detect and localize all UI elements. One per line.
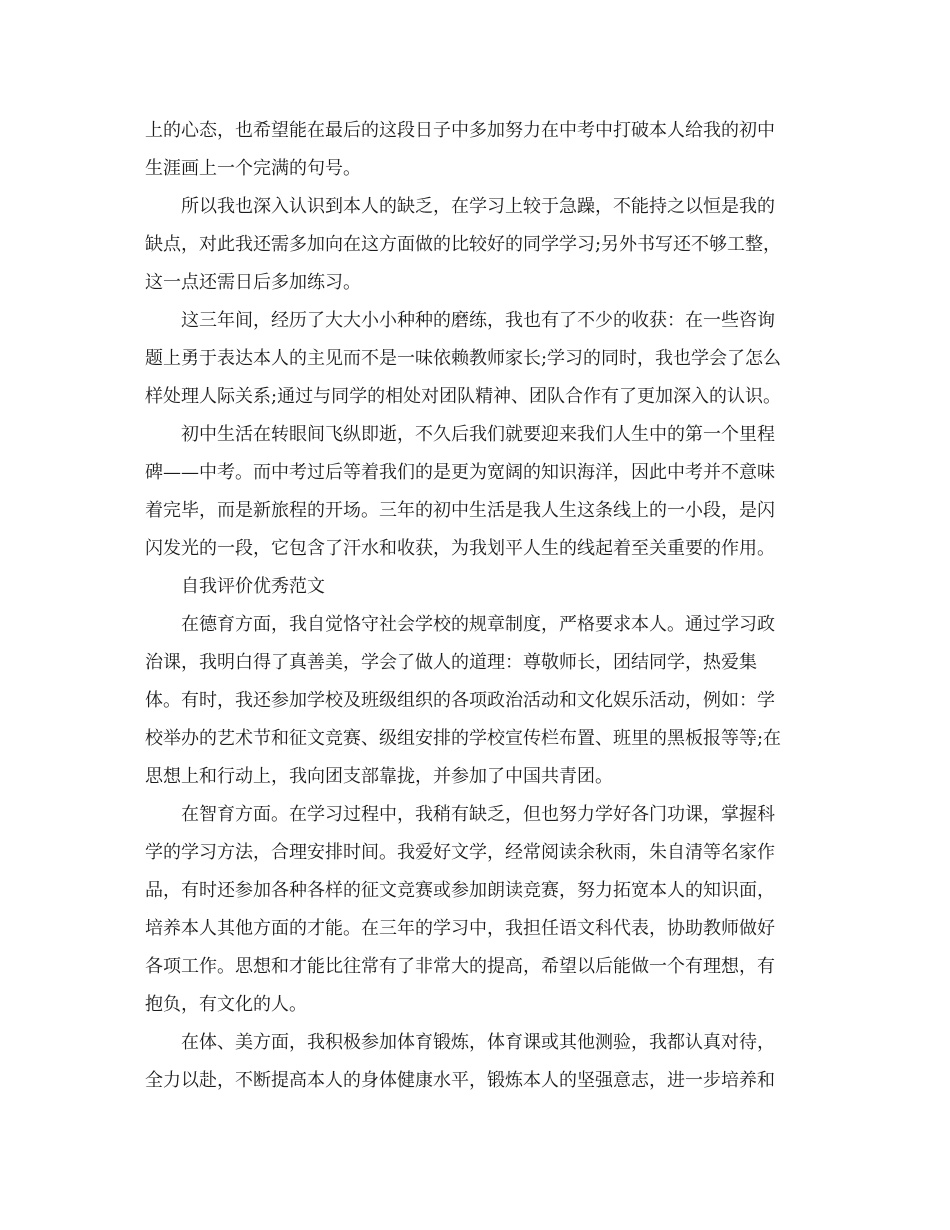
- text-line: 抱负，有文化的人。: [145, 994, 307, 1015]
- paragraph-7: [145, 796, 810, 1024]
- text-line: 在智育方面。在学习过程中，我稍有缺乏，但也努力学好各门功课，掌握科: [181, 804, 775, 825]
- paragraph-6: [145, 606, 810, 796]
- document-body: [145, 112, 810, 1100]
- text-line: 全力以赴，不断提高本人的身体健康水平，锻炼本人的坚强意志，进一步培养和: [145, 1070, 775, 1091]
- text-line: 学的学习方法，合理安排时间。我爱好文学，经常阅读余秋雨，朱自清等名家作: [145, 842, 775, 863]
- text-line: 这一点还需日后多加练习。: [145, 272, 361, 293]
- text-line: 这三年间，经历了大大小小种种的磨练，我也有了不少的收获：在一些咨询: [181, 310, 775, 331]
- paragraph-1: [145, 112, 810, 188]
- text-line: 着完毕，而是新旅程的开场。三年的初中生活是我人生这条线上的一小段，是闪: [145, 500, 775, 521]
- text-line: 治课，我明白得了真善美，学会了做人的道理：尊敬师长，团结同学，热爱集: [145, 652, 757, 673]
- text-line: 校举办的艺术节和征文竞赛、级组安排的学校宣传栏布置、班里的黑板报等等;在: [145, 728, 782, 749]
- paragraph-4: [145, 416, 810, 568]
- paragraph-8: [145, 1024, 810, 1100]
- text-line: 各项工作。思想和才能比往常有了非常大的提高，希望以后能做一个有理想，有: [145, 956, 775, 977]
- paragraph-2: [145, 188, 810, 302]
- text-line: 品，有时还参加各种各样的征文竞赛或参加朗读竞赛，努力拓宽本人的知识面，: [145, 880, 775, 901]
- text-line: 碑——中考。而中考过后等着我们的是更为宽阔的知识海洋，因此中考并不意味: [145, 462, 775, 483]
- text-line: 思想上和行动上，我向团支部靠拢，并参加了中国共青团。: [145, 766, 613, 787]
- text-line: 初中生活在转眼间飞纵即逝，不久后我们就要迎来我们人生中的第一个里程: [181, 424, 775, 445]
- text-line: 题上勇于表达本人的主见而不是一味依赖教师家长;学习的同时，我也学会了怎么: [145, 348, 782, 369]
- section-heading-text: 自我评价优秀范文: [181, 576, 325, 597]
- text-line: 缺点，对此我还需多加向在这方面做的比较好的同学学习;另外书写还不够工整，: [145, 234, 782, 255]
- text-line: 样处理人际关系;通过与同学的相处对团队精神、团队合作有了更加深入的认识。: [145, 386, 782, 407]
- paragraph-3: [145, 302, 810, 416]
- text-line: 闪发光的一段，它包含了汗水和收获，为我划平人生的线起着至关重要的作用。: [145, 538, 775, 559]
- text-line: 在体、美方面，我积极参加体育锻炼，体育课或其他测验，我都认真对待，: [181, 1032, 775, 1053]
- section-heading: [145, 568, 810, 606]
- text-line: 体。有时，我还参加学校及班级组织的各项政治活动和文化娱乐活动，例如：学: [145, 690, 775, 711]
- text-line: 在德育方面，我自觉恪守社会学校的规章制度，严格要求本人。通过学习政: [181, 614, 775, 635]
- text-line: 所以我也深入认识到本人的缺乏，在学习上较于急躁，不能持之以恒是我的: [181, 196, 775, 217]
- text-line: 上的心态，也希望能在最后的这段日子中多加努力在中考中打破本人给我的初中: [145, 120, 775, 141]
- text-line: 生涯画上一个完满的句号。: [145, 158, 361, 179]
- text-line: 培养本人其他方面的才能。在三年的学习中，我担任语文科代表，协助教师做好: [145, 918, 775, 939]
